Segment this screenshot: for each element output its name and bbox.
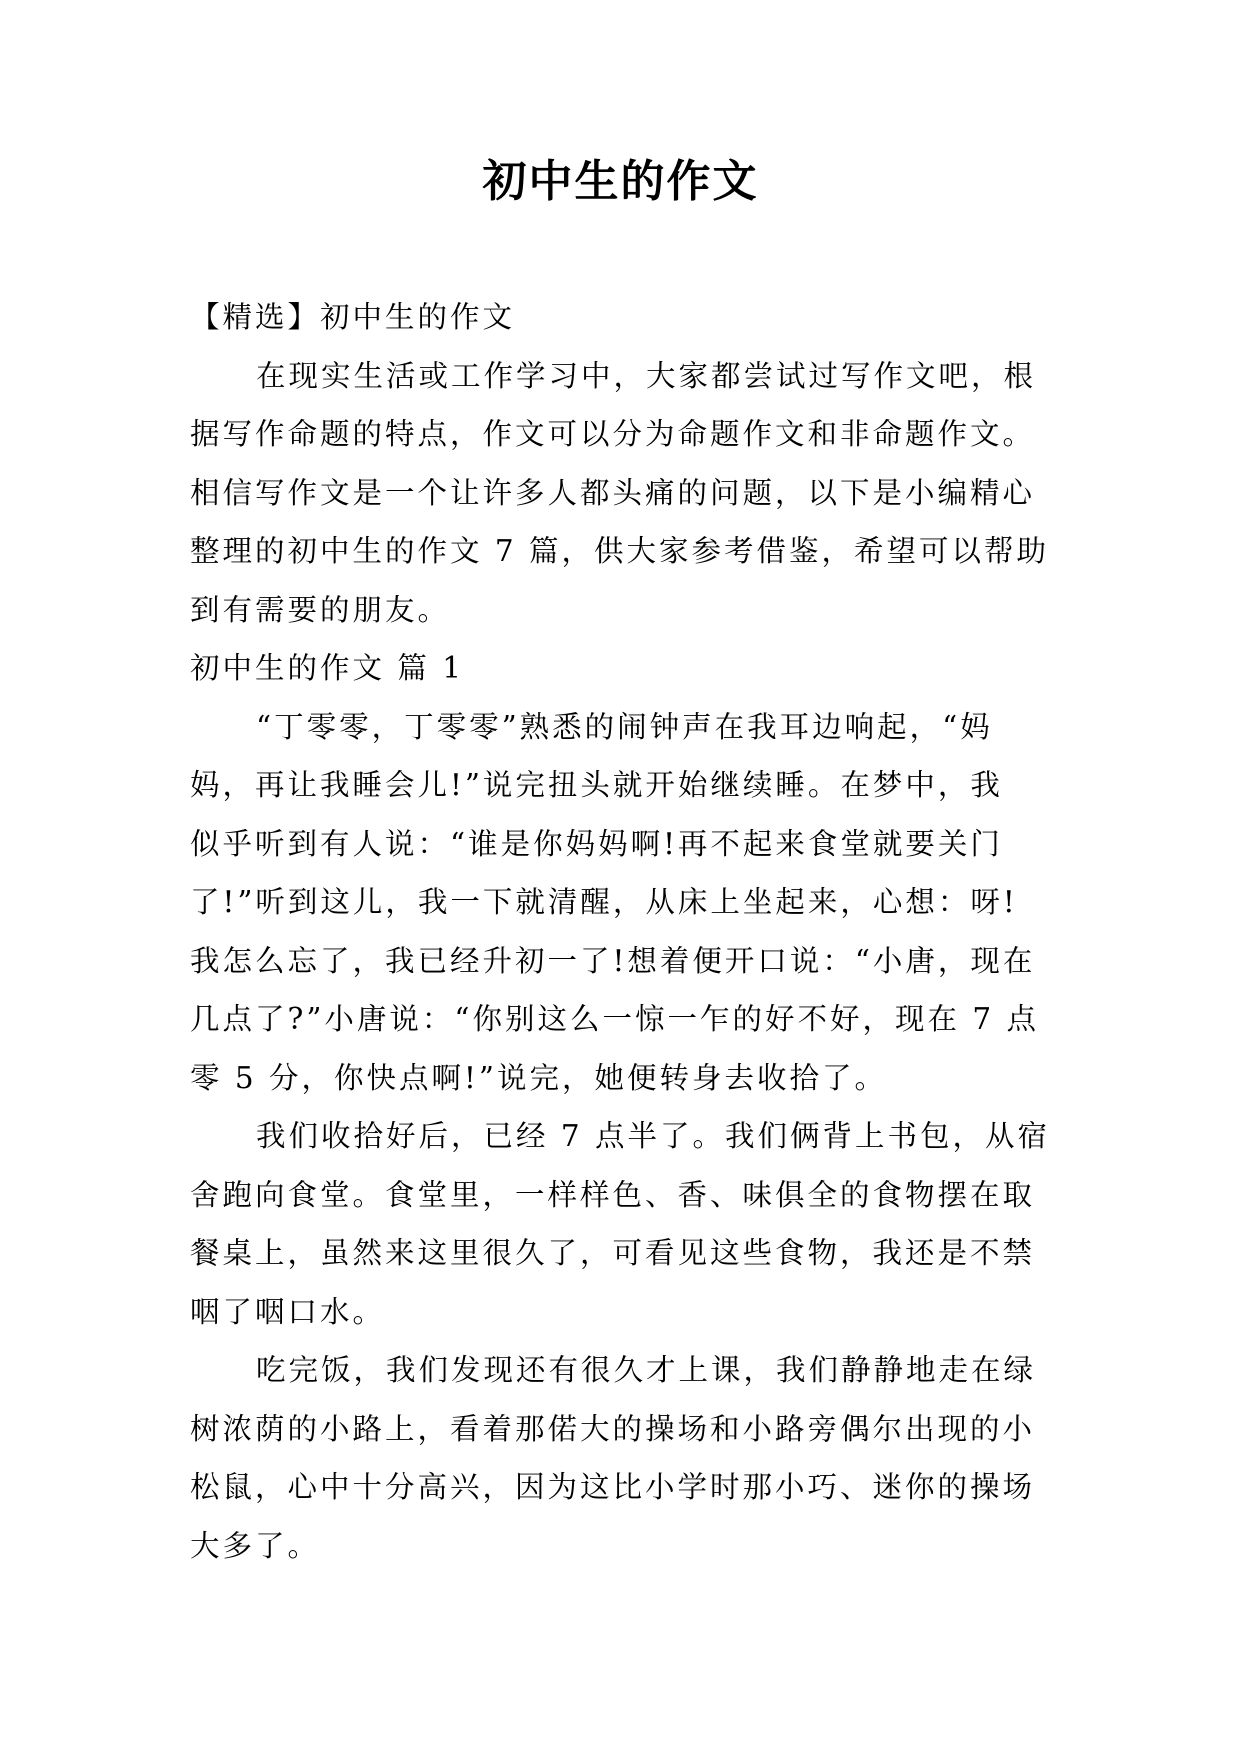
paragraph-line: 松鼠，心中十分高兴，因为这比小学时那小巧、迷你的操场 bbox=[190, 1470, 1036, 1504]
paragraph-line: 吃完饭，我们发现还有很久才上课，我们静静地走在绿 bbox=[256, 1353, 1037, 1387]
paragraph-line: 零 5 分，你快点啊!”说完，她便转身去收拾了。 bbox=[190, 1060, 887, 1095]
paragraph-line: 据写作命题的特点，作文可以分为命题作文和非命题作文。 bbox=[190, 417, 1036, 451]
paragraph-line: 我怎么忘了，我已经升初一了!想着便开口说：“小唐，现在 bbox=[190, 943, 1036, 978]
paragraph-line: 整理的初中生的作文 7 篇，供大家参考借鉴，希望可以帮助 bbox=[190, 534, 1050, 568]
paragraph-line: 似乎听到有人说：“谁是你妈妈啊!再不起来食堂就要关门 bbox=[190, 826, 1003, 861]
paragraph-line: 几点了?”小唐说：“你别这么一惊一乍的好不好，现在 7 点 bbox=[190, 1002, 1040, 1036]
paragraph-line: 了!”听到这儿，我一下就清醒，从床上坐起来，心想：呀! bbox=[190, 885, 1018, 919]
section-heading: 初中生的作文 篇 1 bbox=[190, 651, 465, 685]
paragraph-line: 相信写作文是一个让许多人都头痛的问题，以下是小编精心 bbox=[190, 475, 1036, 510]
document-title: 初中生的作文 bbox=[482, 156, 759, 207]
paragraph-line: 大多了。 bbox=[190, 1528, 321, 1563]
paragraph-line: 在现实生活或工作学习中，大家都尝试过写作文吧，根 bbox=[256, 358, 1037, 393]
paragraph-line: 妈，再让我睡会儿!”说完扭头就开始继续睡。在梦中，我 bbox=[190, 768, 1003, 802]
document-body bbox=[190, 288, 1060, 1575]
paragraph-line: 餐桌上，虽然来这里很久了，可看见这些食物，我还是不禁 bbox=[190, 1236, 1036, 1270]
paragraph-line: 树浓荫的小路上，看着那偌大的操场和小路旁偶尔出现的小 bbox=[190, 1411, 1036, 1446]
intro-heading: 【精选】初中生的作文 bbox=[190, 300, 516, 334]
paragraph-line: 咽了咽口水。 bbox=[190, 1294, 386, 1329]
paragraph-line: 我们收拾好后，已经 7 点半了。我们俩背上书包，从宿 bbox=[256, 1119, 1051, 1153]
paragraph-line: “丁零零，丁零零”熟悉的闹钟声在我耳边响起，“妈 bbox=[256, 709, 993, 744]
paragraph-line: 到有需要的朋友。 bbox=[190, 592, 451, 627]
paragraph-line: 舍跑向食堂。食堂里，一样样色、香、味俱全的食物摆在取 bbox=[190, 1177, 1036, 1212]
